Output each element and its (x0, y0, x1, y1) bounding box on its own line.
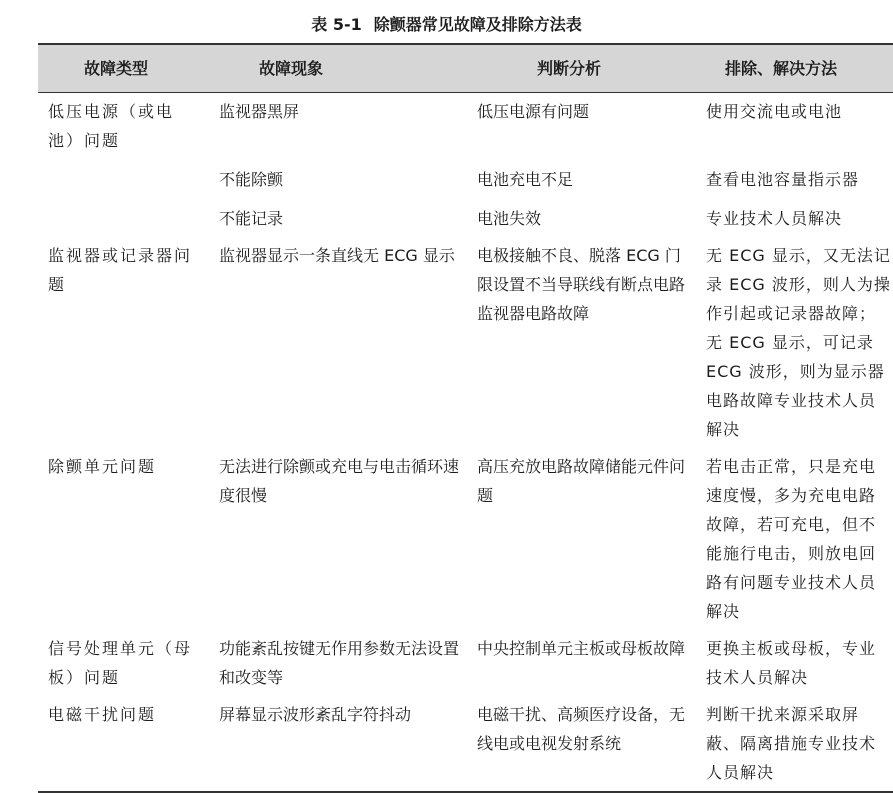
table-row (38, 696, 893, 792)
cell-symptom: 监视器黑屏 (219, 102, 300, 121)
header-fault-type: 故障类型 (84, 59, 149, 78)
cell-analysis: 电磁干扰、高频医疗设备，无线电或电视发射系统 (477, 705, 686, 753)
cell-solution: 无 ECG 显示，又无法记录 ECG 波形，则人为操作引起或记录器故障；无 ECG 显示，可记录 ECG 波形，则为显示器电路故障专业技术人员解决 (706, 246, 891, 439)
cell-fault-type: 电磁干扰问题 (48, 705, 157, 724)
cell-symptom: 屏幕显示波形紊乱字符抖动 (219, 705, 412, 724)
cell-analysis: 高压充放电路故障储能元件问题 (477, 457, 686, 505)
header-symptom: 故障现象 (259, 59, 324, 78)
table-caption: 除颤器常见故障及排除方法表 (373, 15, 582, 34)
cell-solution: 更换主板或母板，专业技术人员解决 (706, 639, 877, 687)
cell-solution: 判断干扰来源采取屏蔽、隔离措施专业技术人员解决 (706, 705, 877, 782)
table-row (38, 237, 893, 448)
cell-fault-type: 低压电源（或电池）问题 (48, 102, 175, 150)
table-header-row (38, 44, 893, 93)
cell-fault-type: 除颤单元问题 (48, 457, 157, 476)
table-number: 表 5-1 (311, 15, 362, 34)
cell-fault-type: 信号处理单元（母板）问题 (48, 639, 193, 687)
cell-fault-type (38, 159, 211, 198)
header-analysis: 判断分析 (537, 59, 602, 78)
cell-solution: 若电击正常，只是充电速度慢，多为充电电路故障，若可充电，但不能施行电击，则放电回路有问题专业技术人员解决 (706, 457, 877, 621)
table-row (38, 630, 893, 696)
cell-solution: 使用交流电或电池 (706, 102, 843, 121)
cell-analysis: 电池失效 (477, 209, 542, 228)
cell-analysis: 电极接触不良、脱落 ECG 门限设置不当导联线有断点电路监视器电路故障 (477, 246, 686, 323)
cell-symptom: 监视器显示一条直线无 ECG 显示 (219, 246, 455, 265)
cell-symptom: 不能除颤 (219, 170, 284, 189)
table-row (38, 448, 893, 630)
header-solution: 排除、解决方法 (725, 59, 838, 78)
cell-fault-type: 监视器或记录器问题 (48, 246, 193, 294)
table-row (38, 159, 893, 198)
table-row (38, 198, 893, 237)
cell-solution: 查看电池容量指示器 (706, 170, 860, 189)
cell-symptom: 功能紊乱按键无作用参数无法设置和改变等 (219, 639, 460, 687)
cell-analysis: 电池充电不足 (477, 170, 574, 189)
table-row (38, 93, 893, 160)
cell-solution: 专业技术人员解决 (706, 209, 843, 228)
table-title (0, 12, 893, 35)
fault-table (38, 43, 893, 793)
cell-symptom: 不能记录 (219, 209, 284, 228)
cell-symptom: 无法进行除颤或充电与电击循环速度很慢 (219, 457, 460, 505)
cell-analysis: 低压电源有问题 (477, 102, 590, 121)
cell-analysis: 中央控制单元主板或母板故障 (477, 639, 686, 658)
cell-fault-type (38, 198, 211, 237)
